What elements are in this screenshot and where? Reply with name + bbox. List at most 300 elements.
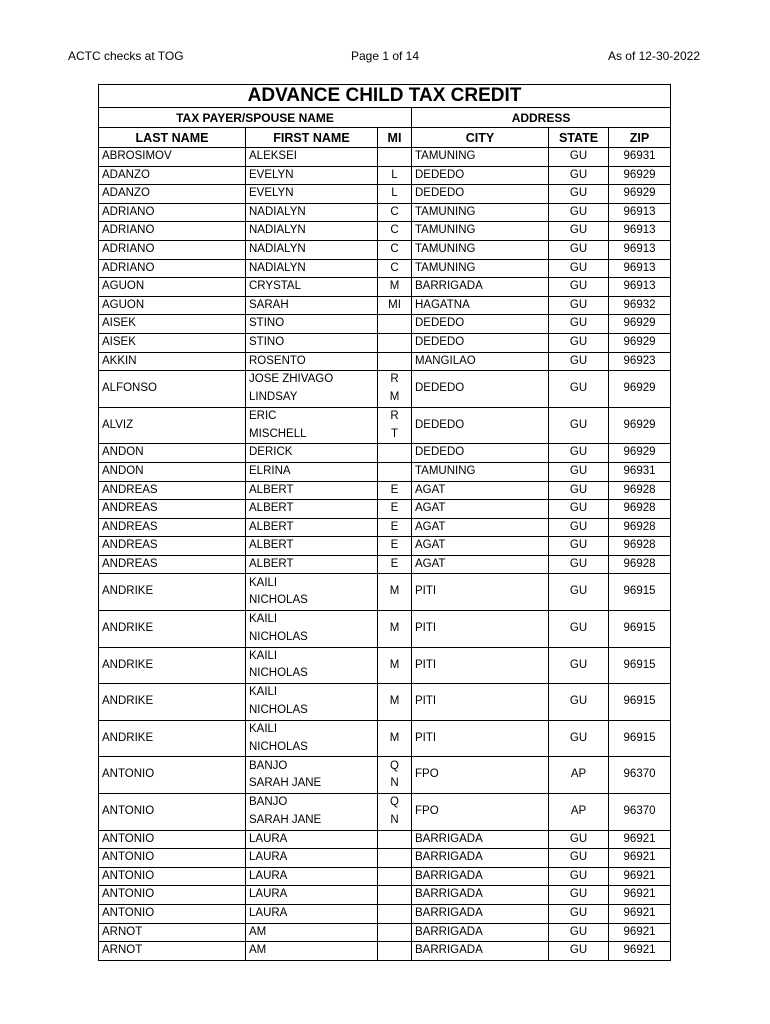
cell-zip: 96932 <box>609 296 671 315</box>
table-row <box>99 886 671 905</box>
cell-state: GU <box>549 886 609 905</box>
cell-state: GU <box>549 240 609 259</box>
cell-first-name <box>246 371 378 408</box>
mi-line: M <box>389 658 400 671</box>
mi-line: T <box>390 427 399 440</box>
cell-mi <box>378 867 412 886</box>
first-name-line: ALBERT <box>249 539 294 552</box>
cell-mi <box>378 849 412 868</box>
first-name-line: STINO <box>249 317 285 330</box>
cell-zip: 96929 <box>609 185 671 204</box>
cell-last-name: ANDRIKE <box>99 611 246 648</box>
cell-state: GU <box>549 555 609 574</box>
first-name-line: ROSENTO <box>249 354 306 367</box>
cell-first-name <box>246 500 378 519</box>
cell-city: TAMUNING <box>412 222 549 241</box>
cell-mi <box>378 555 412 574</box>
table-row <box>99 923 671 942</box>
cell-state: GU <box>549 684 609 721</box>
cell-last-name: ANTONIO <box>99 886 246 905</box>
cell-city: BARRIGADA <box>412 830 549 849</box>
cell-mi <box>378 500 412 519</box>
cell-first-name <box>246 222 378 241</box>
cell-city: DEDEDO <box>412 315 549 334</box>
cell-state: GU <box>549 905 609 924</box>
first-name-line: DERICK <box>249 446 293 459</box>
cell-state: GU <box>549 867 609 886</box>
cell-first-name <box>246 923 378 942</box>
first-name-line: LAURA <box>249 888 288 901</box>
cell-last-name: ANDRIKE <box>99 647 246 684</box>
mi-line: C <box>390 242 399 255</box>
table-row <box>99 611 671 648</box>
cell-last-name: AISEK <box>99 333 246 352</box>
cell-zip: 96928 <box>609 500 671 519</box>
table-row <box>99 867 671 886</box>
cell-city: BARRIGADA <box>412 278 549 297</box>
cell-city: PITI <box>412 574 549 611</box>
cell-zip: 96928 <box>609 537 671 556</box>
cell-state: GU <box>549 720 609 757</box>
table-row <box>99 684 671 721</box>
cell-city: PITI <box>412 647 549 684</box>
cell-state: GU <box>549 647 609 684</box>
cell-zip: 96928 <box>609 555 671 574</box>
cell-state: GU <box>549 500 609 519</box>
cell-last-name: AGUON <box>99 296 246 315</box>
cell-city: FPO <box>412 794 549 831</box>
cell-city: DEDEDO <box>412 371 549 408</box>
cell-first-name <box>246 886 378 905</box>
cell-zip: 96929 <box>609 371 671 408</box>
cell-mi <box>378 185 412 204</box>
first-name-line: KAILI <box>249 649 278 662</box>
cell-city: DEDEDO <box>412 407 549 444</box>
first-name-line: LAURA <box>249 851 288 864</box>
cell-state: GU <box>549 185 609 204</box>
table-row <box>99 537 671 556</box>
cell-state: GU <box>549 611 609 648</box>
cell-mi <box>378 537 412 556</box>
tax-credit-table <box>98 84 671 961</box>
mi-line: R <box>390 409 399 422</box>
cell-city: BARRIGADA <box>412 942 549 961</box>
cell-state: GU <box>549 518 609 537</box>
cell-city: BARRIGADA <box>412 867 549 886</box>
cell-last-name: ANTONIO <box>99 905 246 924</box>
cell-zip: 96915 <box>609 684 671 721</box>
group-header-taxpayer: TAX PAYER/SPOUSE NAME <box>99 108 412 128</box>
first-name-line: AM <box>249 925 267 938</box>
mi-line: L <box>391 187 398 200</box>
cell-last-name: ABROSIMOV <box>99 148 246 167</box>
column-header-last-name: LAST NAME <box>99 128 246 148</box>
cell-city: BARRIGADA <box>412 849 549 868</box>
cell-mi <box>378 923 412 942</box>
cell-mi <box>378 259 412 278</box>
first-name-line: EVELYN <box>249 168 294 181</box>
cell-last-name: AKKIN <box>99 352 246 371</box>
cell-city: AGAT <box>412 555 549 574</box>
cell-mi <box>378 296 412 315</box>
cell-city: BARRIGADA <box>412 886 549 905</box>
cell-city: DEDEDO <box>412 185 549 204</box>
first-name-line: LAURA <box>249 907 288 919</box>
cell-zip: 96921 <box>609 923 671 942</box>
first-name-line: JOSE ZHIVAGO <box>249 373 334 386</box>
cell-state: GU <box>549 203 609 222</box>
header-as-of-date: As of 12-30-2022 <box>607 49 700 63</box>
table-row <box>99 720 671 757</box>
table-row <box>99 315 671 334</box>
mi-line: Q <box>390 759 399 772</box>
first-name-line: ALBERT <box>249 502 294 515</box>
cell-state: GU <box>549 278 609 297</box>
first-name-line: BANJO <box>249 796 288 809</box>
cell-city: DEDEDO <box>412 166 549 185</box>
cell-zip: 96929 <box>609 444 671 463</box>
table-row <box>99 647 671 684</box>
cell-city: DEDEDO <box>412 333 549 352</box>
cell-mi <box>378 647 412 684</box>
table-row <box>99 794 671 831</box>
cell-last-name: ADRIANO <box>99 240 246 259</box>
cell-zip: 96915 <box>609 720 671 757</box>
cell-mi <box>378 518 412 537</box>
mi-line: E <box>390 502 399 515</box>
cell-state: GU <box>549 830 609 849</box>
cell-last-name: ADRIANO <box>99 222 246 241</box>
first-name-line: NICHOLAS <box>249 704 308 717</box>
cell-last-name: ARNOT <box>99 923 246 942</box>
table-row <box>99 830 671 849</box>
cell-first-name <box>246 259 378 278</box>
first-name-line: NICHOLAS <box>249 630 308 643</box>
table-body <box>99 148 671 961</box>
cell-last-name: ANDREAS <box>99 481 246 500</box>
cell-state: GU <box>549 148 609 167</box>
cell-first-name <box>246 537 378 556</box>
first-name-line: ELRINA <box>249 464 291 477</box>
first-name-line: BANJO <box>249 759 288 772</box>
cell-first-name <box>246 333 378 352</box>
cell-first-name <box>246 444 378 463</box>
first-name-line: KAILI <box>249 576 278 589</box>
cell-zip: 96913 <box>609 203 671 222</box>
first-name-line: NICHOLAS <box>249 667 308 680</box>
cell-city: BARRIGADA <box>412 905 549 924</box>
first-name-line: AM <box>249 944 267 957</box>
cell-city: TAMUNING <box>412 259 549 278</box>
cell-zip: 96921 <box>609 830 671 849</box>
cell-state: AP <box>549 794 609 831</box>
first-name-line: ERIC <box>249 409 277 422</box>
first-name-line: STINO <box>249 335 285 348</box>
first-name-line: LAURA <box>249 869 288 882</box>
cell-last-name: ADRIANO <box>99 203 246 222</box>
cell-city: PITI <box>412 720 549 757</box>
mi-line: M <box>389 585 400 598</box>
cell-city: AGAT <box>412 500 549 519</box>
table-row <box>99 462 671 481</box>
cell-mi <box>378 315 412 334</box>
first-name-line: MISCHELL <box>249 427 307 440</box>
cell-zip: 96915 <box>609 611 671 648</box>
table-row <box>99 259 671 278</box>
cell-city: PITI <box>412 684 549 721</box>
cell-mi <box>378 905 412 924</box>
cell-mi <box>378 240 412 259</box>
cell-city: AGAT <box>412 537 549 556</box>
table-title: ADVANCE CHILD TAX CREDIT <box>99 85 671 108</box>
cell-state: GU <box>549 462 609 481</box>
table-row <box>99 481 671 500</box>
mi-line: M <box>389 280 400 293</box>
first-name-line: NADIALYN <box>249 261 306 274</box>
cell-mi <box>378 830 412 849</box>
mi-line: E <box>390 539 399 552</box>
first-name-line: LINDSAY <box>249 390 298 403</box>
cell-state: GU <box>549 371 609 408</box>
table-row <box>99 500 671 519</box>
first-name-line: LAURA <box>249 832 288 845</box>
first-name-line: KAILI <box>249 686 278 699</box>
cell-state: GU <box>549 923 609 942</box>
cell-zip: 96921 <box>609 849 671 868</box>
cell-first-name <box>246 830 378 849</box>
cell-city: DEDEDO <box>412 444 549 463</box>
cell-zip: 96921 <box>609 942 671 961</box>
cell-first-name <box>246 647 378 684</box>
cell-first-name <box>246 185 378 204</box>
cell-state: GU <box>549 942 609 961</box>
mi-line: M <box>389 622 400 635</box>
cell-last-name: ANTONIO <box>99 849 246 868</box>
cell-city: AGAT <box>412 481 549 500</box>
table-row <box>99 352 671 371</box>
cell-first-name <box>246 407 378 444</box>
cell-last-name: ANDREAS <box>99 555 246 574</box>
cell-last-name: ALVIZ <box>99 407 246 444</box>
cell-last-name: ANTONIO <box>99 867 246 886</box>
cell-first-name <box>246 352 378 371</box>
cell-zip: 96370 <box>609 757 671 794</box>
mi-line: R <box>390 373 399 386</box>
cell-city: TAMUNING <box>412 240 549 259</box>
mi-line: L <box>391 168 398 181</box>
table-row <box>99 148 671 167</box>
cell-state: GU <box>549 444 609 463</box>
column-header-city: CITY <box>412 128 549 148</box>
cell-zip: 96915 <box>609 647 671 684</box>
cell-state: GU <box>549 259 609 278</box>
cell-first-name <box>246 481 378 500</box>
table-row <box>99 203 671 222</box>
table-row <box>99 574 671 611</box>
mi-line: E <box>390 557 399 570</box>
first-name-line: ALBERT <box>249 520 294 533</box>
first-name-line: KAILI <box>249 723 278 736</box>
mi-line: C <box>390 261 399 274</box>
cell-city: TAMUNING <box>412 462 549 481</box>
table-row <box>99 371 671 408</box>
cell-state: GU <box>549 574 609 611</box>
cell-mi <box>378 333 412 352</box>
table-row <box>99 185 671 204</box>
cell-city: PITI <box>412 611 549 648</box>
header-page-number: Page 1 of 14 <box>350 49 420 63</box>
cell-zip: 96928 <box>609 481 671 500</box>
column-header-mi: MI <box>378 128 412 148</box>
cell-first-name <box>246 757 378 794</box>
cell-first-name <box>246 240 378 259</box>
cell-mi <box>378 611 412 648</box>
first-name-line: SARAH JANE <box>249 777 322 790</box>
cell-zip: 96913 <box>609 278 671 297</box>
cell-mi <box>378 462 412 481</box>
cell-mi <box>378 574 412 611</box>
cell-zip: 96929 <box>609 315 671 334</box>
first-name-line: NICHOLAS <box>249 594 308 607</box>
mi-line: M <box>389 731 400 744</box>
cell-last-name: ANDREAS <box>99 518 246 537</box>
cell-last-name: AISEK <box>99 315 246 334</box>
cell-state: GU <box>549 407 609 444</box>
cell-first-name <box>246 315 378 334</box>
cell-state: GU <box>549 481 609 500</box>
cell-zip: 96929 <box>609 166 671 185</box>
mi-line: E <box>390 520 399 533</box>
cell-mi <box>378 371 412 408</box>
cell-mi <box>378 148 412 167</box>
cell-first-name <box>246 867 378 886</box>
cell-state: GU <box>549 352 609 371</box>
mi-line: MI <box>388 298 401 311</box>
cell-first-name <box>246 203 378 222</box>
cell-last-name: ALFONSO <box>99 371 246 408</box>
cell-last-name: ANDRIKE <box>99 684 246 721</box>
cell-mi <box>378 444 412 463</box>
cell-last-name: ANDRIKE <box>99 574 246 611</box>
cell-mi <box>378 757 412 794</box>
cell-first-name <box>246 166 378 185</box>
cell-last-name: ADANZO <box>99 166 246 185</box>
cell-zip: 96931 <box>609 148 671 167</box>
cell-state: GU <box>549 315 609 334</box>
cell-city: TAMUNING <box>412 203 549 222</box>
cell-mi <box>378 942 412 961</box>
cell-zip: 96921 <box>609 867 671 886</box>
cell-zip: 96913 <box>609 222 671 241</box>
table-row <box>99 444 671 463</box>
cell-zip: 96921 <box>609 886 671 905</box>
cell-last-name: ADRIANO <box>99 259 246 278</box>
mi-line: C <box>390 224 399 237</box>
cell-first-name <box>246 905 378 924</box>
cell-zip: 96915 <box>609 574 671 611</box>
cell-last-name: ANDRIKE <box>99 720 246 757</box>
cell-last-name: ADANZO <box>99 185 246 204</box>
cell-mi <box>378 407 412 444</box>
cell-first-name <box>246 849 378 868</box>
cell-zip: 96913 <box>609 259 671 278</box>
cell-mi <box>378 481 412 500</box>
cell-mi <box>378 222 412 241</box>
cell-last-name: ANTONIO <box>99 830 246 849</box>
table-row <box>99 849 671 868</box>
cell-city: BARRIGADA <box>412 923 549 942</box>
mi-line: C <box>390 205 399 218</box>
table-row <box>99 757 671 794</box>
cell-first-name <box>246 555 378 574</box>
cell-zip: 96921 <box>609 905 671 924</box>
cell-mi <box>378 684 412 721</box>
header-report-name: ACTC checks at TOG <box>68 49 184 63</box>
cell-zip: 96928 <box>609 518 671 537</box>
cell-last-name: ANDON <box>99 462 246 481</box>
cell-mi <box>378 720 412 757</box>
first-name-line: EVELYN <box>249 187 294 200</box>
table-row <box>99 942 671 961</box>
cell-state: GU <box>549 296 609 315</box>
first-name-line: NICHOLAS <box>249 740 308 753</box>
cell-first-name <box>246 720 378 757</box>
cell-city: TAMUNING <box>412 148 549 167</box>
cell-mi <box>378 794 412 831</box>
cell-mi <box>378 352 412 371</box>
cell-last-name: ANTONIO <box>99 794 246 831</box>
first-name-line: CRYSTAL <box>249 280 301 293</box>
cell-state: GU <box>549 537 609 556</box>
first-name-line: SARAH <box>249 298 289 311</box>
cell-first-name <box>246 148 378 167</box>
table-row <box>99 278 671 297</box>
mi-line: Q <box>390 796 399 809</box>
first-name-line: NADIALYN <box>249 224 306 237</box>
cell-city: HAGATNA <box>412 296 549 315</box>
first-name-line: NADIALYN <box>249 205 306 218</box>
table-row <box>99 407 671 444</box>
table-row <box>99 333 671 352</box>
cell-first-name <box>246 684 378 721</box>
cell-last-name: ANTONIO <box>99 757 246 794</box>
table-row <box>99 222 671 241</box>
table-row <box>99 240 671 259</box>
cell-zip: 96931 <box>609 462 671 481</box>
mi-line: M <box>389 695 400 708</box>
column-header-state: STATE <box>549 128 609 148</box>
cell-last-name: ARNOT <box>99 942 246 961</box>
cell-first-name <box>246 942 378 961</box>
first-name-line: SARAH JANE <box>249 813 322 826</box>
column-header-first-name: FIRST NAME <box>246 128 378 148</box>
table-row <box>99 296 671 315</box>
cell-first-name <box>246 574 378 611</box>
first-name-line: NADIALYN <box>249 242 306 255</box>
cell-zip: 96370 <box>609 794 671 831</box>
cell-zip: 96923 <box>609 352 671 371</box>
cell-last-name: ANDREAS <box>99 537 246 556</box>
cell-state: AP <box>549 757 609 794</box>
mi-line: M <box>389 390 400 403</box>
mi-line: N <box>390 813 399 826</box>
mi-line: E <box>390 483 399 496</box>
first-name-line: ALBERT <box>249 483 294 496</box>
cell-city: AGAT <box>412 518 549 537</box>
column-header-zip: ZIP <box>609 128 671 148</box>
cell-last-name: ANDON <box>99 444 246 463</box>
first-name-line: KAILI <box>249 613 278 626</box>
